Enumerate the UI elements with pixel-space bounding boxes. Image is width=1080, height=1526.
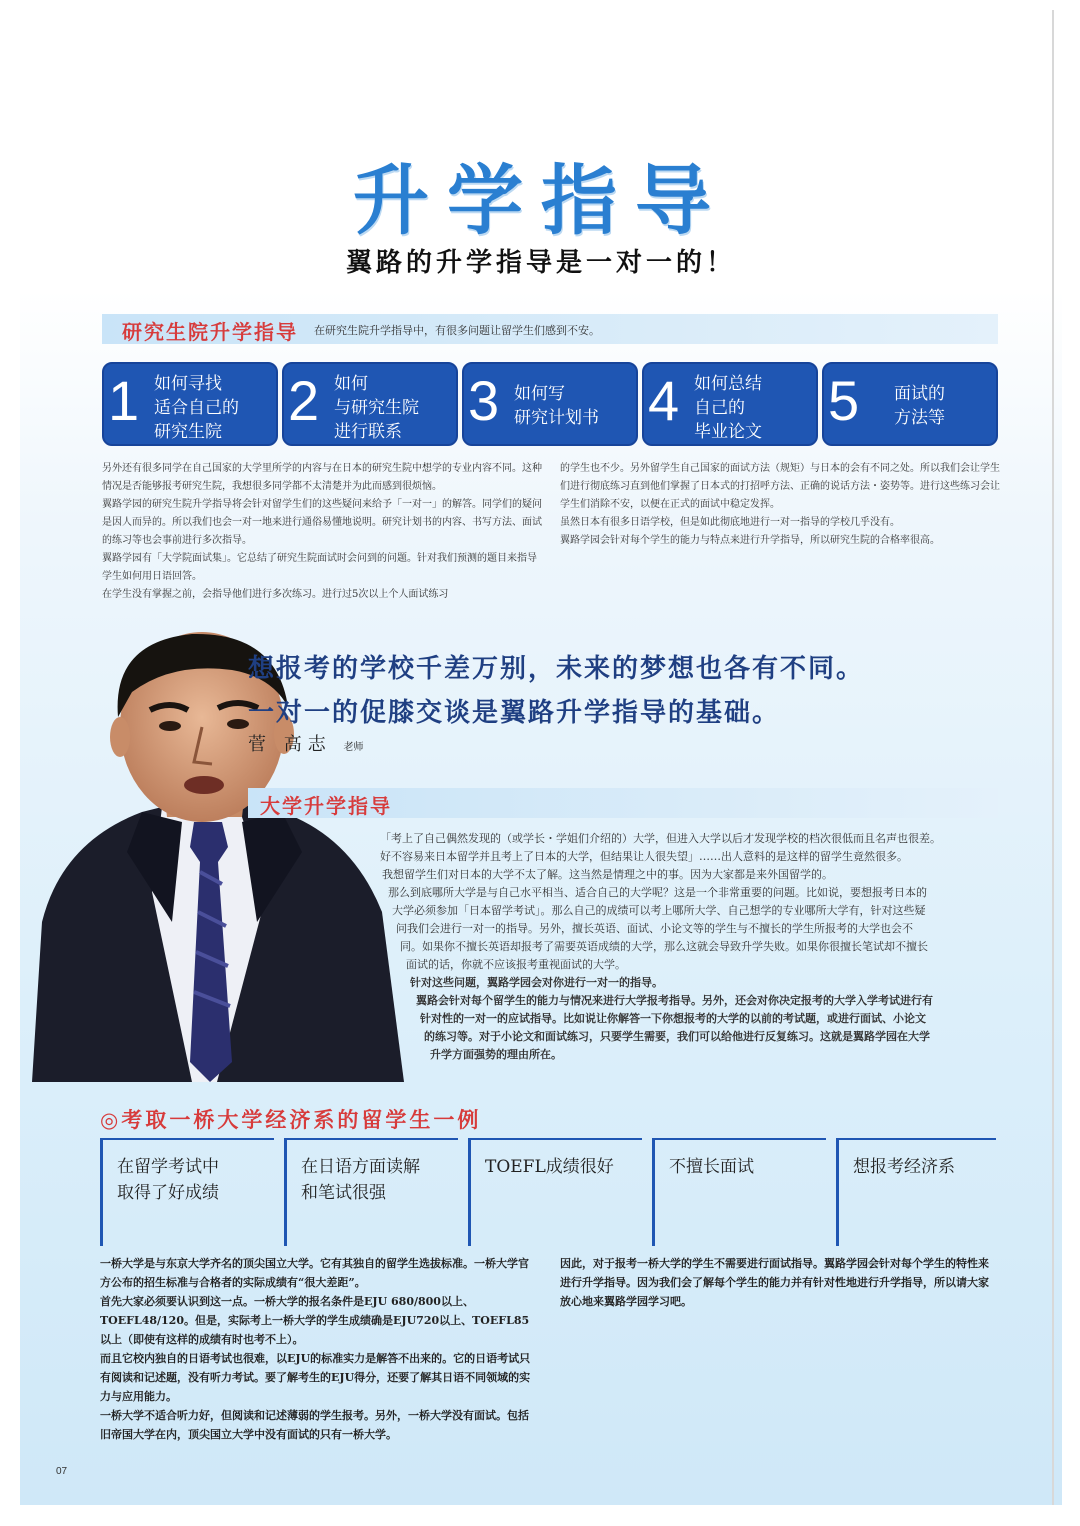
step-text: [154, 372, 276, 444]
box-line: 想报考经济系: [853, 1157, 955, 1177]
uni-line-6: 同。如果你不擅长英语却报考了需要英语成绩的大学，那么这就会导致升学失败。如果你很擅长笔试却不擅长: [400, 940, 928, 953]
paragraph: 一桥大学不适合听力好，但阅读和记述薄弱的学生报考。另外，一桥大学没有面试。包括旧帝国大学在内，顶尖国立大学中没有面试的只有一桥大学。: [100, 1409, 529, 1441]
grad-section-note: 在研究生院升学指导中，有很多问题让留学生们感到不安。: [314, 324, 600, 337]
step-line: 研究计划书: [514, 408, 599, 428]
uni-line-3: 那么到底哪所大学是与自己水平相当、适合自己的大学呢？这是一个非常重要的问题。比如说，要想报考日本的: [388, 886, 927, 899]
quote-line-1: 想报考的学校千差万别，未来的梦想也各有不同。: [248, 654, 865, 684]
paragraph: 另外还有很多同学在自己国家的大学里所学的内容与在日本的研究生院中想学的专业内容不同。这种情况是否能够报考研究生院，我想很多同学都不太清楚并为此而感到很烦恼。: [102, 463, 542, 492]
step-number: 4: [648, 369, 680, 432]
example-box-text: [669, 1154, 754, 1180]
uni-line-9: 翼路会针对每个留学生的能力与情况来进行大学报考指导。另外，还会对你决定报考的大学入学考试进行有: [416, 994, 933, 1007]
uni-line-1: 好不容易来日本留学并且考上了日本的大学，但结果让人很失望」……出人意料的是这样的留学生竟然很多。: [380, 850, 908, 863]
grad-text-right: [560, 460, 1000, 550]
example-title: ◎考取一桥大学经济系的留学生一例: [100, 1107, 482, 1132]
step-4: [642, 362, 818, 446]
step-line: 适合自己的: [154, 398, 239, 418]
step-number: 5: [828, 369, 860, 432]
author-name: 菅 高志: [248, 734, 332, 755]
example-box-5: [836, 1138, 996, 1246]
uni-line-10: 针对性的一对一的应试指导。比如说让你解答一下你想报考的大学的以前的考试题，或进行面试、小论文: [420, 1012, 926, 1025]
step-text: [334, 372, 456, 444]
step-number: 2: [288, 369, 320, 432]
step-line: 进行联系: [334, 422, 402, 442]
step-line: 研究生院: [154, 422, 222, 442]
uni-line-5: 问我们会进行一对一的指导。另外，擅长英语、面试、小论文等的学生与不擅长的学生所报考的大学也会不: [396, 922, 913, 935]
step-text: [894, 382, 1016, 430]
step-2: [282, 362, 458, 446]
page-number: 07: [56, 1466, 68, 1477]
step-line: 方法等: [894, 408, 945, 428]
step-line: 如何总结: [694, 374, 762, 394]
step-line: 自己的: [694, 398, 745, 418]
step-5: [822, 362, 998, 446]
quote-author: [248, 730, 363, 756]
grad-steps: [102, 362, 1000, 446]
step-text: [514, 382, 636, 430]
box-line: 在留学考试中: [117, 1157, 219, 1177]
step-line: 与研究生院: [334, 398, 419, 418]
example-box-text: [853, 1154, 955, 1180]
step-line: 如何: [334, 374, 368, 394]
uni-line-12: 升学方面强势的理由所在。: [430, 1048, 562, 1061]
magazine-page: [20, 10, 1062, 1505]
paragraph: 翼路学园的研究生院升学指导将会针对留学生们的这些疑问来给予「一对一」的解答。同学们的疑问是因人而异的。所以我们也会一对一地来进行通俗易懂地说明。研究计划书的内容、书写方法、面试的练习等也会事前进行多次指导。: [102, 499, 542, 546]
step-line: 面试的: [894, 384, 945, 404]
grad-section-bar: [102, 314, 998, 344]
paragraph: 的学生也不少。另外留学生自己国家的面试方法（规矩）与日本的会有不同之处。所以我们会让学生们进行彻底练习直到他们掌握了日本式的打招呼方法、正确的说话方法・姿势等。进行这些练习会让学生们消除不安，以便在正式的面试中稳定发挥。: [560, 463, 1000, 510]
paragraph: 虽然日本有很多日语学校，但是如此彻底地进行一对一指导的学校几乎没有。: [560, 517, 900, 528]
example-box-text: [301, 1154, 420, 1206]
page-title: 升学指导: [353, 156, 729, 245]
step-text: [694, 372, 816, 444]
step-line: 毕业论文: [694, 422, 762, 442]
example-box-1: [100, 1138, 274, 1246]
teacher-photo: [32, 622, 424, 1082]
example-box-3: [468, 1138, 642, 1246]
step-3: [462, 362, 638, 446]
example-text-right: [560, 1254, 994, 1311]
step-1: [102, 362, 278, 446]
step-line: 如何写: [514, 384, 565, 404]
paragraph: 首先大家必须要认识到这一点。一桥大学的报名条件是EJU 680/800以上、TOEFL48/120。但是，实际考上一桥大学的学生成绩确是EJU720以上、TOEFL85以上（即使有这样的成绩有时也考不上）。: [100, 1295, 530, 1346]
example-text-left: [100, 1254, 536, 1444]
paragraph: 翼路学园会针对每个学生的能力与特点来进行升学指导，所以研究生院的合格率很高。: [560, 535, 940, 546]
uni-line-4: 大学必须参加「日本留学考试」。那么自己的成绩可以考上哪所大学、自己想学的专业哪所大学有，针对这些疑: [392, 904, 926, 917]
uni-line-11: 的练习等。对于小论文和面试练习，只要学生需要，我们可以给他进行反复练习。这就是翼路学园在大学: [424, 1030, 930, 1043]
step-line: 如何寻找: [154, 374, 222, 394]
uni-section-bar: [248, 788, 998, 818]
paragraph: 在学生没有掌握之前，会指导他们进行多次练习。进行过5次以上个人面试练习: [102, 589, 449, 600]
uni-line-2: 我想留学生们对日本的大学不太了解。这当然是情理之中的事。因为大家都是来外国留学的。: [382, 868, 833, 881]
example-box-text: [485, 1154, 614, 1180]
box-line: 不擅长面试: [669, 1157, 754, 1177]
uni-line-0: 「考上了自己偶然发现的（或学长・学姐们介绍的）大学，但进入大学以后才发现学校的档次很低而且名声也很差。: [380, 832, 941, 845]
page-subtitle: 翼路的升学指导是一对一的！: [345, 248, 736, 278]
uni-section-title: 大学升学指导: [260, 794, 392, 818]
paragraph: 翼路学园有「大学院面试集」。它总结了研究生院面试时会问到的问题。针对我们预测的题目来指导学生如何用日语回答。: [102, 553, 537, 582]
author-title: 老师: [343, 742, 364, 753]
step-number: 1: [108, 369, 140, 432]
uni-line-7: 面试的话，你就不应该报考重视面试的大学。: [406, 958, 626, 971]
paragraph: 一桥大学是与东京大学齐名的顶尖国立大学。它有其独自的留学生选拔标准。一桥大学官方公布的招生标准与合格者的实际成绩有“很大差距”。: [100, 1257, 529, 1289]
paragraph: 因此，对于报考一桥大学的学生不需要进行面试指导。翼路学园会针对每个学生的特性来进行升学指导。因为我们会了解每个学生的能力并有针对性地进行升学指导，所以请大家放心地来翼路学园学习吧。: [560, 1257, 989, 1308]
step-number: 3: [468, 369, 500, 432]
paragraph: 而且它校内独自的日语考试也很难，以EJU的标准实力是解答不出来的。它的日语考试只有阅读和记述题，没有听力考试。要了解考生的EJU得分，还要了解其日语不同领域的实力与应用能力。: [100, 1352, 531, 1403]
box-line: 取得了好成绩: [117, 1183, 219, 1203]
grad-text-left: [102, 460, 542, 604]
example-box-2: [284, 1138, 458, 1246]
box-line: 在日语方面读解: [301, 1157, 420, 1177]
example-box-4: [652, 1138, 826, 1246]
box-line: 和笔试很强: [301, 1183, 386, 1203]
uni-line-8: 针对这些问题，翼路学园会对你进行一对一的指导。: [410, 976, 663, 989]
grad-section-title: 研究生院升学指导: [122, 320, 298, 344]
example-box-text: [117, 1154, 219, 1206]
quote-line-2: 一对一的促膝交谈是翼路升学指导的基础。: [248, 698, 781, 728]
box-line: TOEFL成绩很好: [485, 1157, 614, 1177]
